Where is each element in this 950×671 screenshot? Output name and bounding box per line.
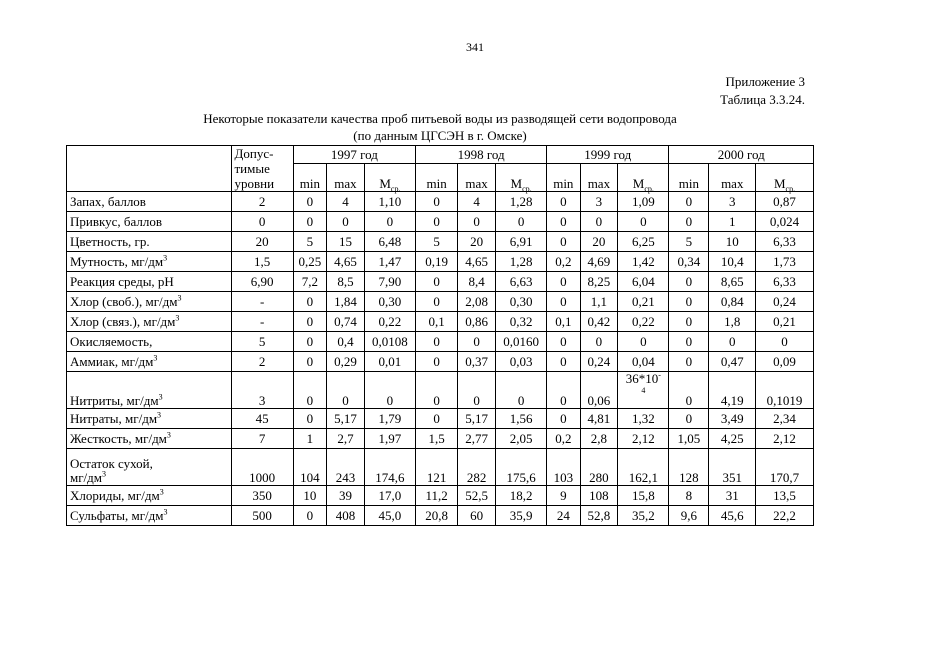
- unit-superscript: 3: [163, 507, 168, 517]
- value-cell: 0: [709, 332, 756, 352]
- value-cell: 7,90: [364, 272, 415, 292]
- unit-superscript: 3: [177, 293, 182, 303]
- header-max: max: [580, 164, 618, 192]
- value-cell: 0,024: [756, 212, 814, 232]
- value-cell: 0,34: [669, 252, 709, 272]
- special-value-exponent: 4: [641, 386, 646, 395]
- table-title-line1: Некоторые показатели качества проб питьевой воды из разводящей сети водопровода: [203, 111, 677, 126]
- value-cell: 9: [547, 486, 580, 506]
- indicator-name: Сульфаты, мг/дм: [70, 508, 164, 523]
- header-mean: [496, 164, 547, 192]
- unit-superscript: 3: [157, 410, 162, 420]
- value-cell: 1,09: [618, 192, 669, 212]
- header-mean-symbol: M: [379, 176, 391, 191]
- table-row: [67, 449, 814, 486]
- value-cell: 1: [293, 429, 326, 449]
- table-title-line2: (по данным ЦГСЭН в г. Омске): [353, 128, 527, 143]
- value-cell: 52,8: [580, 506, 618, 526]
- value-cell: 4,25: [709, 429, 756, 449]
- value-cell: 0,22: [618, 312, 669, 332]
- value-cell: 5,17: [458, 409, 496, 429]
- value-cell: 4: [327, 192, 365, 212]
- value-cell: 0,2: [547, 429, 580, 449]
- value-cell: 6,33: [756, 232, 814, 252]
- value-cell: 15,8: [618, 486, 669, 506]
- table-row: [67, 372, 814, 409]
- value-cell: 0,86: [458, 312, 496, 332]
- value-cell: 0: [458, 372, 496, 409]
- value-cell: 0: [416, 192, 458, 212]
- value-cell: 5: [293, 232, 326, 252]
- value-cell: 0,22: [364, 312, 415, 332]
- unit-superscript: 3: [158, 392, 163, 402]
- value-cell: 2,7: [327, 429, 365, 449]
- table-label: Таблица 3.3.24.: [720, 92, 805, 107]
- value-cell: 0,1019: [756, 372, 814, 409]
- value-cell: 5,17: [327, 409, 365, 429]
- allowed-level-cell: 20: [231, 232, 293, 252]
- value-cell: 2,34: [756, 409, 814, 429]
- value-cell: 1: [709, 212, 756, 232]
- indicator-name-line2: [70, 471, 229, 485]
- header-year-2000: 2000 год: [669, 146, 814, 164]
- value-cell: 0,74: [327, 312, 365, 332]
- value-cell: 0: [547, 232, 580, 252]
- value-cell: 24: [547, 506, 580, 526]
- value-cell: 174,6: [364, 449, 415, 486]
- indicator-name: Окисляемость,: [70, 334, 153, 349]
- indicator-name-cell: [67, 292, 232, 312]
- value-cell: 0: [547, 372, 580, 409]
- special-value-line1: [620, 372, 666, 386]
- table-row: [67, 272, 814, 292]
- value-cell: 0: [416, 332, 458, 352]
- value-cell: 31: [709, 486, 756, 506]
- value-cell: 0,04: [618, 352, 669, 372]
- indicator-name-cell: [67, 409, 232, 429]
- value-cell: 0: [416, 372, 458, 409]
- value-cell: 0: [669, 272, 709, 292]
- value-cell: 0,87: [756, 192, 814, 212]
- table-header: [67, 146, 814, 192]
- value-cell: 20: [458, 232, 496, 252]
- indicator-name-cell: [67, 192, 232, 212]
- indicator-name: Запах, баллов: [70, 194, 146, 209]
- table-row: [67, 506, 814, 526]
- header-min: min: [547, 164, 580, 192]
- indicator-name: Хлор (своб.), мг/дм: [70, 294, 178, 309]
- value-cell: 1,97: [364, 429, 415, 449]
- value-cell: 0,4: [327, 332, 365, 352]
- value-cell: 2,05: [496, 429, 547, 449]
- value-cell: 6,25: [618, 232, 669, 252]
- value-cell: 8,4: [458, 272, 496, 292]
- header-indicator-cell: [67, 146, 232, 192]
- value-cell: 0: [547, 272, 580, 292]
- value-cell: 4: [458, 192, 496, 212]
- header-min: min: [669, 164, 709, 192]
- header-mean-subscript: ср.: [522, 184, 532, 194]
- unit-superscript: 3: [175, 313, 180, 323]
- value-cell: 0,21: [756, 312, 814, 332]
- value-cell: 3,49: [709, 409, 756, 429]
- special-value-base: 36*10: [625, 371, 659, 386]
- value-cell: 103: [547, 449, 580, 486]
- indicator-name-cell: [67, 429, 232, 449]
- value-cell: 0,24: [756, 292, 814, 312]
- value-cell: 0,25: [293, 252, 326, 272]
- value-cell: 2,12: [618, 429, 669, 449]
- header-max: max: [327, 164, 365, 192]
- value-cell: 1,42: [618, 252, 669, 272]
- value-cell: 0: [547, 292, 580, 312]
- value-cell: 0: [669, 312, 709, 332]
- value-cell: 243: [327, 449, 365, 486]
- value-cell: 0: [416, 292, 458, 312]
- indicator-name-cell: [67, 312, 232, 332]
- header-levels-cell: [231, 146, 293, 192]
- value-cell: 5: [669, 232, 709, 252]
- value-cell: 9,6: [669, 506, 709, 526]
- value-cell: 280: [580, 449, 618, 486]
- water-quality-table: [66, 145, 814, 526]
- value-cell: 8,5: [327, 272, 365, 292]
- value-cell: 1,84: [327, 292, 365, 312]
- indicator-name-cell: [67, 232, 232, 252]
- value-cell: 0: [580, 332, 618, 352]
- header-mean: [618, 164, 669, 192]
- value-cell: 0: [669, 192, 709, 212]
- value-cell: 13,5: [756, 486, 814, 506]
- value-cell: 0: [416, 409, 458, 429]
- value-cell: 6,48: [364, 232, 415, 252]
- indicator-name: Хлориды, мг/дм: [70, 488, 160, 503]
- value-cell: 0,32: [496, 312, 547, 332]
- indicator-name: Аммиак, мг/дм: [70, 354, 154, 369]
- value-cell: 2,8: [580, 429, 618, 449]
- indicator-name: Цветность, гр.: [70, 234, 150, 249]
- value-cell: 0: [756, 332, 814, 352]
- indicator-name: Нитриты, мг/дм: [70, 393, 159, 408]
- value-cell: 18,2: [496, 486, 547, 506]
- value-cell: 0,29: [327, 352, 365, 372]
- value-cell: 0,1: [416, 312, 458, 332]
- allowed-level-cell: 7: [231, 429, 293, 449]
- value-cell: 6,04: [618, 272, 669, 292]
- header-min: min: [416, 164, 458, 192]
- value-cell: 0: [293, 506, 326, 526]
- value-cell: 0,37: [458, 352, 496, 372]
- value-cell: 0: [547, 192, 580, 212]
- value-cell: 282: [458, 449, 496, 486]
- indicator-unit: мг/дм: [70, 470, 103, 485]
- unit-superscript: 3: [159, 487, 164, 497]
- appendix-label-block: [720, 73, 805, 109]
- value-cell: 351: [709, 449, 756, 486]
- value-cell: 0: [496, 372, 547, 409]
- value-cell: 0,01: [364, 352, 415, 372]
- table-body: [67, 192, 814, 526]
- value-cell: 0: [618, 212, 669, 232]
- value-cell: 108: [580, 486, 618, 506]
- page-number: 341: [466, 40, 484, 54]
- value-cell: 0: [293, 409, 326, 429]
- value-cell: 0,19: [416, 252, 458, 272]
- header-mean-subscript: ср.: [644, 184, 654, 194]
- value-cell: 0,0160: [496, 332, 547, 352]
- value-cell: 0,1: [547, 312, 580, 332]
- value-cell: 121: [416, 449, 458, 486]
- header-levels-line1: Допус-: [234, 146, 274, 161]
- value-cell: 408: [327, 506, 365, 526]
- value-cell: 7,2: [293, 272, 326, 292]
- value-cell: 39: [327, 486, 365, 506]
- value-cell: 5: [416, 232, 458, 252]
- allowed-level-cell: 0: [231, 212, 293, 232]
- value-cell: 0,2: [547, 252, 580, 272]
- value-cell: 0: [416, 352, 458, 372]
- value-cell: 0: [416, 212, 458, 232]
- value-cell: 0: [547, 352, 580, 372]
- value-cell: 0: [293, 312, 326, 332]
- value-cell: 0: [293, 292, 326, 312]
- header-year-1999: 1999 год: [547, 146, 669, 164]
- indicator-name-line1: Остаток сухой,: [70, 456, 153, 471]
- table-row: [67, 192, 814, 212]
- allowed-level-cell: 350: [231, 486, 293, 506]
- value-cell: 175,6: [496, 449, 547, 486]
- indicator-name: Мутность, мг/дм: [70, 254, 164, 269]
- indicator-name: Жесткость, мг/дм: [70, 431, 167, 446]
- value-cell: 0: [669, 212, 709, 232]
- value-cell: 15: [327, 232, 365, 252]
- header-mean-symbol: M: [773, 176, 786, 191]
- value-cell: 0,06: [580, 372, 618, 409]
- value-cell: 35,2: [618, 506, 669, 526]
- value-cell: 1,47: [364, 252, 415, 272]
- allowed-level-cell: 45: [231, 409, 293, 429]
- indicator-name-cell: [67, 352, 232, 372]
- value-cell: 1,73: [756, 252, 814, 272]
- value-cell: 1,05: [669, 429, 709, 449]
- indicator-name-cell: [67, 212, 232, 232]
- value-cell: 0: [364, 372, 415, 409]
- value-cell: 10: [709, 232, 756, 252]
- table-row: [67, 292, 814, 312]
- indicator-name-cell: [67, 372, 232, 409]
- value-cell: 0: [547, 212, 580, 232]
- allowed-level-cell: 1,5: [231, 252, 293, 272]
- special-value-exponent-sign: -: [658, 370, 661, 380]
- table-row: [67, 352, 814, 372]
- value-cell: 35,9: [496, 506, 547, 526]
- value-cell: 8,25: [580, 272, 618, 292]
- unit-superscript: 3: [153, 353, 158, 363]
- value-cell: 0,21: [618, 292, 669, 312]
- indicator-name-cell: [67, 332, 232, 352]
- value-cell: 0,84: [709, 292, 756, 312]
- value-cell: 1,28: [496, 192, 547, 212]
- value-cell: 10,4: [709, 252, 756, 272]
- allowed-level-cell: 6,90: [231, 272, 293, 292]
- allowed-level-cell: -: [231, 292, 293, 312]
- value-cell: 4,81: [580, 409, 618, 429]
- allowed-level-cell: -: [231, 312, 293, 332]
- value-cell: 0: [293, 352, 326, 372]
- indicator-name-cell: [67, 252, 232, 272]
- value-cell: 17,0: [364, 486, 415, 506]
- header-max: max: [458, 164, 496, 192]
- value-cell: 0: [669, 292, 709, 312]
- header-mean: [364, 164, 415, 192]
- table-row: [67, 232, 814, 252]
- value-cell: 0: [458, 332, 496, 352]
- value-cell: 20: [580, 232, 618, 252]
- header-levels-line3: уровни: [234, 176, 275, 191]
- value-cell: 0: [669, 332, 709, 352]
- table-row: [67, 252, 814, 272]
- value-cell: 0,24: [580, 352, 618, 372]
- value-cell: 0: [293, 192, 326, 212]
- indicator-name-cell: [67, 272, 232, 292]
- value-cell: 10: [293, 486, 326, 506]
- table-title: [0, 110, 880, 144]
- value-cell: 60: [458, 506, 496, 526]
- value-cell: 1,5: [416, 429, 458, 449]
- indicator-name: Нитраты, мг/дм: [70, 411, 158, 426]
- value-cell: 52,5: [458, 486, 496, 506]
- value-cell: 45,0: [364, 506, 415, 526]
- indicator-name-cell: [67, 449, 232, 486]
- indicator-name-cell: [67, 486, 232, 506]
- value-cell: 45,6: [709, 506, 756, 526]
- value-cell: 8,65: [709, 272, 756, 292]
- value-cell: 0,30: [496, 292, 547, 312]
- header-mean-symbol: M: [510, 176, 523, 191]
- indicator-name: Реакция среды, pH: [70, 274, 174, 289]
- allowed-level-cell: 1000: [231, 449, 293, 486]
- allowed-level-cell: 2: [231, 352, 293, 372]
- allowed-level-cell: 3: [231, 372, 293, 409]
- value-cell: 0: [293, 212, 326, 232]
- value-cell: 1,79: [364, 409, 415, 429]
- value-cell: 6,91: [496, 232, 547, 252]
- indicator-name: Хлор (связ.), мг/дм: [70, 314, 176, 329]
- table-row: [67, 312, 814, 332]
- value-cell: 0: [618, 332, 669, 352]
- value-cell: 4,69: [580, 252, 618, 272]
- value-cell: 3: [709, 192, 756, 212]
- value-cell: 2,08: [458, 292, 496, 312]
- header-mean-subscript: ср.: [785, 184, 796, 194]
- header-year-1998: 1998 год: [416, 146, 547, 164]
- value-cell: 2,12: [756, 429, 814, 449]
- value-cell: 6,63: [496, 272, 547, 292]
- value-cell: 0: [669, 352, 709, 372]
- value-cell: 2,77: [458, 429, 496, 449]
- header-max: max: [709, 164, 756, 192]
- value-cell: 0: [547, 332, 580, 352]
- value-cell: 128: [669, 449, 709, 486]
- value-cell: [618, 372, 669, 409]
- table-row: [67, 429, 814, 449]
- value-cell: 1,1: [580, 292, 618, 312]
- value-cell: 170,7: [756, 449, 814, 486]
- allowed-level-cell: 5: [231, 332, 293, 352]
- header-levels-line2: тимые: [234, 161, 270, 176]
- value-cell: 3: [580, 192, 618, 212]
- table-row: [67, 486, 814, 506]
- value-cell: 4,65: [458, 252, 496, 272]
- value-cell: 1,28: [496, 252, 547, 272]
- table-row: [67, 409, 814, 429]
- value-cell: 0: [669, 372, 709, 409]
- allowed-level-cell: 2: [231, 192, 293, 212]
- value-cell: 6,33: [756, 272, 814, 292]
- value-cell: 0: [327, 212, 365, 232]
- value-cell: 0,03: [496, 352, 547, 372]
- value-cell: 0,0108: [364, 332, 415, 352]
- value-cell: 104: [293, 449, 326, 486]
- value-cell: 4,19: [709, 372, 756, 409]
- allowed-level-cell: 500: [231, 506, 293, 526]
- indicator-name-cell: [67, 506, 232, 526]
- table-row: [67, 212, 814, 232]
- indicator-name: Привкус, баллов: [70, 214, 162, 229]
- value-cell: 0,09: [756, 352, 814, 372]
- value-cell: 0: [458, 212, 496, 232]
- unit-superscript: 3: [163, 253, 168, 263]
- value-cell: 162,1: [618, 449, 669, 486]
- value-cell: 0: [416, 272, 458, 292]
- value-cell: 0,42: [580, 312, 618, 332]
- value-cell: 0: [547, 409, 580, 429]
- value-cell: 1,56: [496, 409, 547, 429]
- value-cell: 20,8: [416, 506, 458, 526]
- table-row: [67, 332, 814, 352]
- value-cell: 0: [293, 372, 326, 409]
- value-cell: 4,65: [327, 252, 365, 272]
- header-min: min: [293, 164, 326, 192]
- value-cell: 0: [364, 212, 415, 232]
- unit-superscript: 3: [102, 469, 107, 479]
- value-cell: 8: [669, 486, 709, 506]
- value-cell: 1,10: [364, 192, 415, 212]
- value-cell: 0,47: [709, 352, 756, 372]
- header-mean-subscript: ср.: [390, 184, 401, 194]
- header-mean: [756, 164, 814, 192]
- value-cell: 0: [669, 409, 709, 429]
- appendix-label: Приложение 3: [725, 74, 805, 89]
- unit-superscript: 3: [166, 430, 171, 440]
- value-cell: 0: [293, 332, 326, 352]
- value-cell: 0,30: [364, 292, 415, 312]
- header-mean-symbol: M: [632, 176, 645, 191]
- header-year-1997: 1997 год: [293, 146, 415, 164]
- value-cell: 0: [327, 372, 365, 409]
- value-cell: 1,32: [618, 409, 669, 429]
- value-cell: 0: [580, 212, 618, 232]
- value-cell: 0: [496, 212, 547, 232]
- value-cell: 1,8: [709, 312, 756, 332]
- value-cell: 22,2: [756, 506, 814, 526]
- value-cell: 11,2: [416, 486, 458, 506]
